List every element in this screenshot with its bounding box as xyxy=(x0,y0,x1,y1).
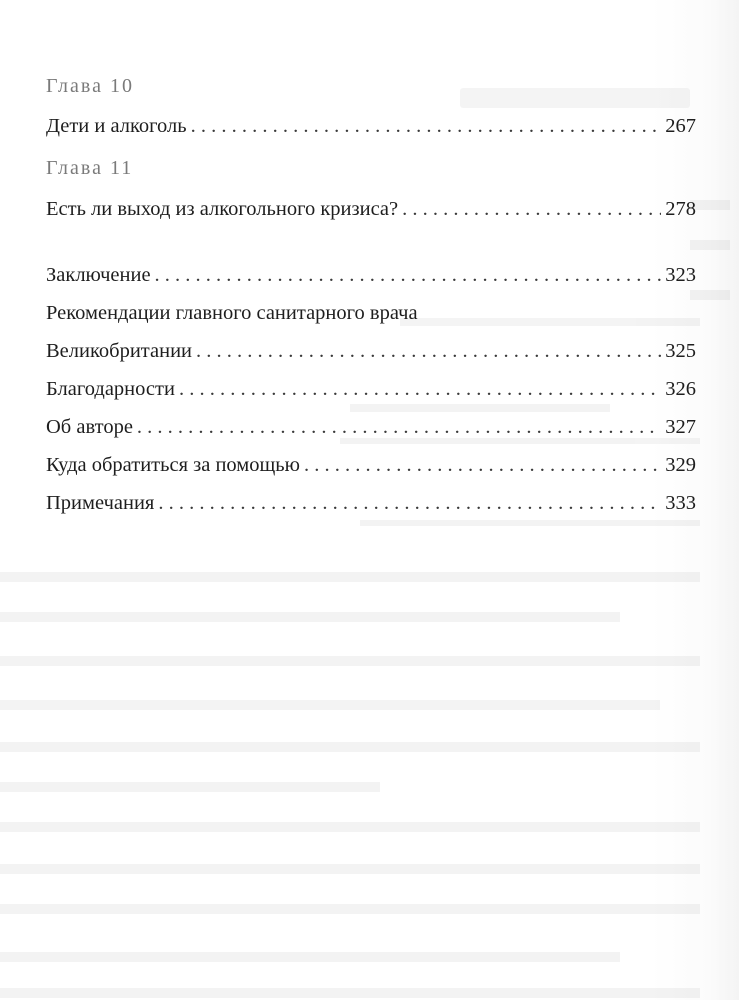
toc-entry-page: 329 xyxy=(665,454,696,476)
chapter-10-label: Глава 10 xyxy=(46,75,134,97)
toc-entry-help xyxy=(46,453,696,477)
chapter-11-label: Глава 11 xyxy=(46,157,134,179)
toc-entry-title: Заключение xyxy=(46,264,151,286)
toc-entry-title: Дети и алкоголь xyxy=(46,115,187,137)
toc-entry-page: 327 xyxy=(665,416,696,438)
dot-leader xyxy=(191,114,662,138)
toc-entry-title: Об авторе xyxy=(46,416,133,438)
toc-entry-chapter-11 xyxy=(46,197,696,221)
toc-entry-author xyxy=(46,415,696,439)
table-of-contents xyxy=(46,74,696,515)
toc-entry-title: Куда обратиться за помощью xyxy=(46,454,300,476)
toc-entry-thanks xyxy=(46,377,696,401)
toc-entry-page: 323 xyxy=(665,264,696,286)
dot-leader xyxy=(304,453,661,477)
toc-entry-conclusion xyxy=(46,263,696,287)
toc-entry-title: Примечания xyxy=(46,492,155,514)
dot-leader xyxy=(196,339,661,363)
toc-entry-chapter-10 xyxy=(46,114,696,138)
toc-entry-notes xyxy=(46,491,696,515)
toc-entry-title: Есть ли выход из алкогольного кризиса? xyxy=(46,198,399,220)
toc-entry-page: 333 xyxy=(665,492,696,514)
dot-leader xyxy=(155,263,662,287)
toc-entry-title: Великобритании xyxy=(46,340,193,362)
toc-entry-page: 326 xyxy=(665,378,696,400)
dot-leader xyxy=(158,491,661,515)
toc-entry-title: Благодарности xyxy=(46,378,175,400)
toc-entry-recommendations xyxy=(46,339,696,363)
dot-leader xyxy=(137,415,661,439)
toc-entry-page: 325 xyxy=(665,340,696,362)
toc-entry-page: 278 xyxy=(665,198,696,220)
dot-leader xyxy=(179,377,661,401)
dot-leader xyxy=(402,197,661,221)
toc-entry-page: 267 xyxy=(665,115,696,137)
toc-entry-recommendations-line1: Рекомендации главного санитарного врача xyxy=(46,302,418,324)
